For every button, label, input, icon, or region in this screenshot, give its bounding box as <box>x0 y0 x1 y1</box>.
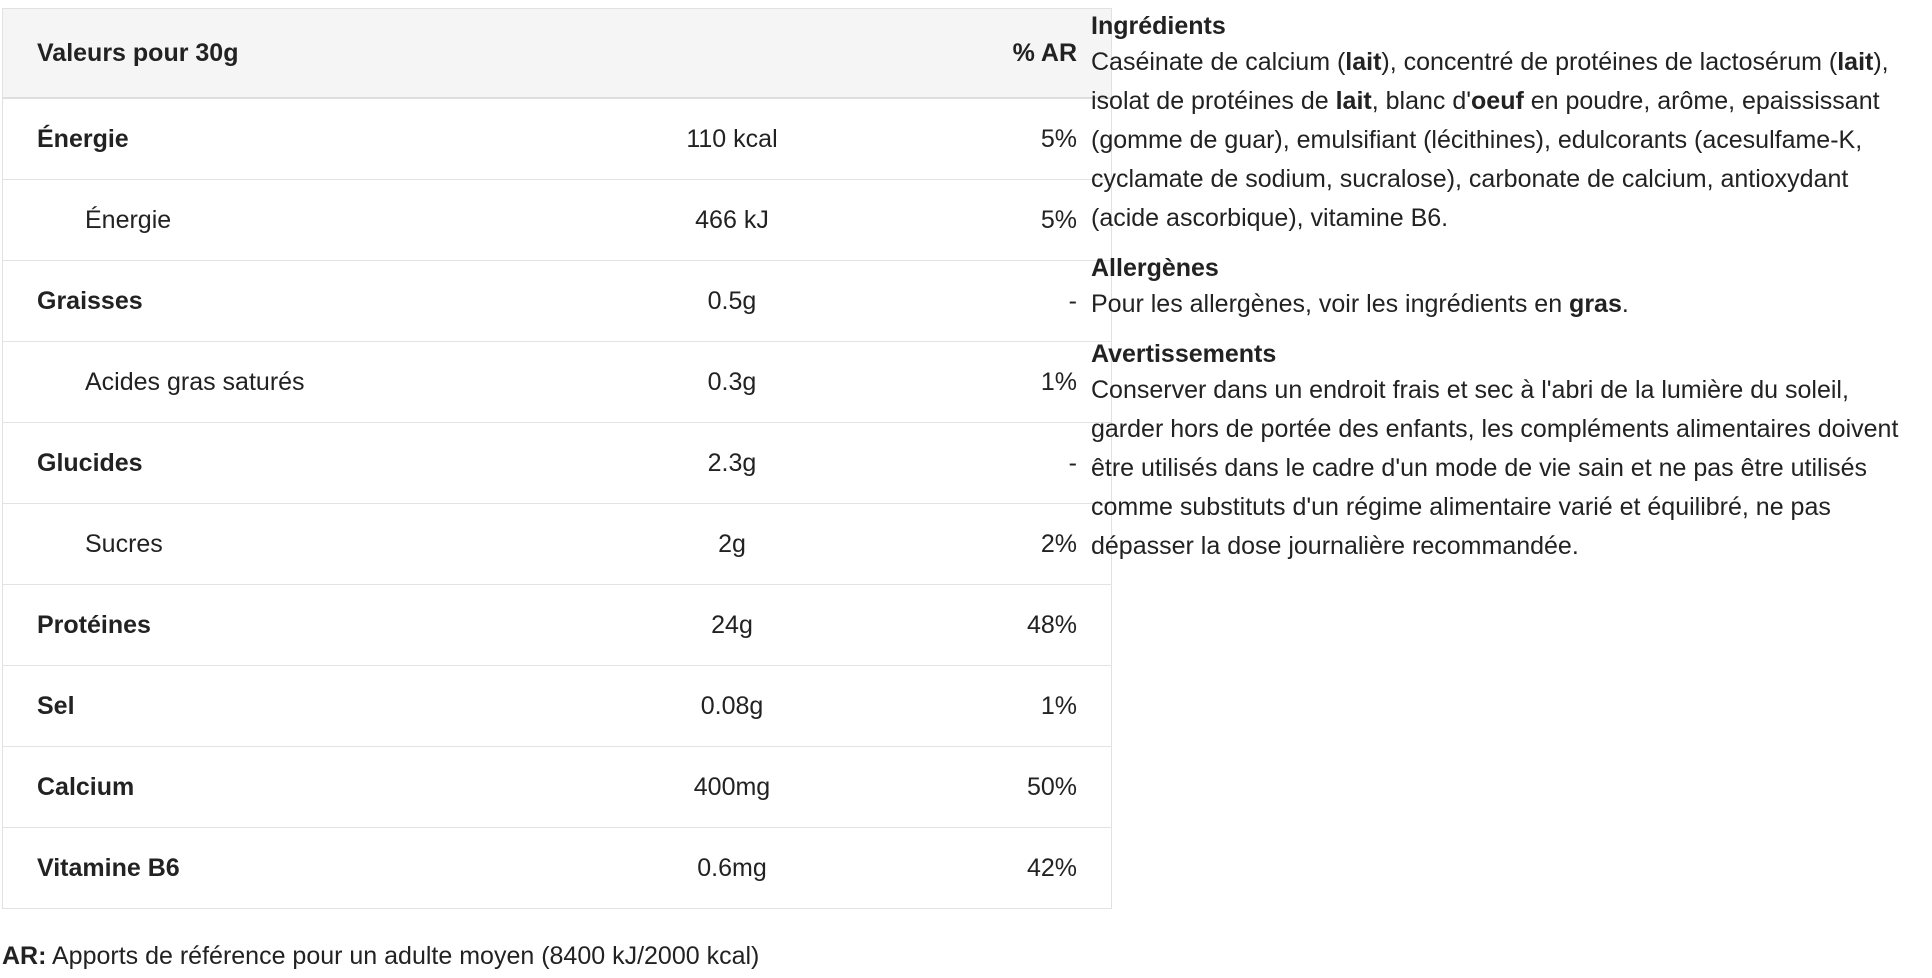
ingredient-text: , blanc d' <box>1371 87 1472 115</box>
ingredient-text: en poudre, arôme, epaississant (gomme de guar), emulsifiant (lécithines), edulcorants (acesulfame-K, cyclamate de sodium, sucralose), carbonate de calcium, antioxydant (acide ascorbique), vitamine B6. <box>1091 87 1880 232</box>
ingredient-text: ), isolat de protéines de <box>1091 48 1889 115</box>
table-header-row <box>3 9 1112 99</box>
nutrient-name: Sel <box>3 666 598 747</box>
nutrient-amount: 0.08g <box>597 666 867 747</box>
nutrient-name: Protéines <box>3 585 598 666</box>
nutrient-ar: 5% <box>867 180 1112 261</box>
nutrient-name: Vitamine B6 <box>3 828 598 909</box>
table-row <box>3 828 1112 909</box>
warnings-text: Conserver dans un endroit frais et sec à l'abri de la lumière du soleil, garder hors de portée des enfants, les compléments alimentaires doivent être utilisés dans le cadre d'un mode de vie sain et ne pas être utilisés comme substituts d'un régime alimentaire varié et équilibré, ne pas dépasser la dose journalière recommandée. <box>1091 376 1899 560</box>
allergens-text-before: Pour les allergènes, voir les ingrédients en <box>1091 290 1570 318</box>
table-row <box>3 98 1112 180</box>
nutrient-name: Acides gras saturés <box>3 342 598 423</box>
nutrient-ar: 48% <box>867 585 1112 666</box>
nutrient-ar: 1% <box>867 666 1112 747</box>
nutrient-ar: - <box>867 261 1112 342</box>
nutrient-name: Graisses <box>3 261 598 342</box>
nutrient-amount: 400mg <box>597 747 867 828</box>
nutrient-amount: 0.6mg <box>597 828 867 909</box>
table-row <box>3 504 1112 585</box>
nutrition-table <box>2 8 1112 909</box>
ingredient-allergen: lait <box>1837 48 1874 76</box>
ar-footnote-text: Apports de référence pour un adulte moyen (8400 kJ/2000 kcal) <box>46 942 760 970</box>
nutrient-amount: 110 kcal <box>597 98 867 180</box>
nutrient-ar: 2% <box>867 504 1112 585</box>
nutrition-panel <box>2 8 1077 909</box>
table-row <box>3 747 1112 828</box>
allergens-section <box>1091 252 1921 324</box>
ingredient-text: ), concentré de protéines de lactosérum ( <box>1381 48 1838 76</box>
table-row <box>3 423 1112 504</box>
allergens-title: Allergènes <box>1091 254 1219 282</box>
ingredients-text <box>1091 43 1921 238</box>
header-label: Valeurs pour 30g <box>3 9 598 99</box>
allergens-text-after: . <box>1621 290 1629 318</box>
product-info <box>1091 10 1921 580</box>
ingredients-title: Ingrédients <box>1091 12 1226 40</box>
nutrient-amount: 0.5g <box>597 261 867 342</box>
nutrient-amount: 2.3g <box>597 423 867 504</box>
nutrient-amount: 466 kJ <box>597 180 867 261</box>
nutrition-table-body <box>3 98 1112 909</box>
nutrient-ar: 42% <box>867 828 1112 909</box>
header-ar: % AR <box>867 9 1112 99</box>
ingredient-allergen: oeuf <box>1471 87 1524 115</box>
allergens-bold: gras <box>1569 290 1622 318</box>
nutrient-amount: 2g <box>597 504 867 585</box>
warnings-section <box>1091 338 1921 566</box>
nutrient-name: Énergie <box>3 98 598 180</box>
header-value <box>597 9 867 99</box>
nutrient-ar: - <box>867 423 1112 504</box>
nutrient-ar: 50% <box>867 747 1112 828</box>
allergens-text <box>1091 285 1921 324</box>
nutrient-name: Sucres <box>3 504 598 585</box>
table-row <box>3 342 1112 423</box>
nutrient-amount: 0.3g <box>597 342 867 423</box>
table-row <box>3 666 1112 747</box>
nutrient-name: Calcium <box>3 747 598 828</box>
ingredients-section <box>1091 10 1921 238</box>
nutrient-ar: 5% <box>867 98 1112 180</box>
ingredient-allergen: lait <box>1335 87 1372 115</box>
table-row <box>3 261 1112 342</box>
warnings-title: Avertissements <box>1091 340 1277 368</box>
nutrient-amount: 24g <box>597 585 867 666</box>
ingredient-text: Caséinate de calcium ( <box>1091 48 1346 76</box>
nutrient-name: Énergie <box>3 180 598 261</box>
table-row <box>3 585 1112 666</box>
ar-footnote-abbr: AR: <box>2 942 47 970</box>
table-row <box>3 180 1112 261</box>
nutrient-name: Glucides <box>3 423 598 504</box>
nutrient-ar: 1% <box>867 342 1112 423</box>
ar-footnote <box>2 941 759 971</box>
ingredient-allergen: lait <box>1345 48 1382 76</box>
